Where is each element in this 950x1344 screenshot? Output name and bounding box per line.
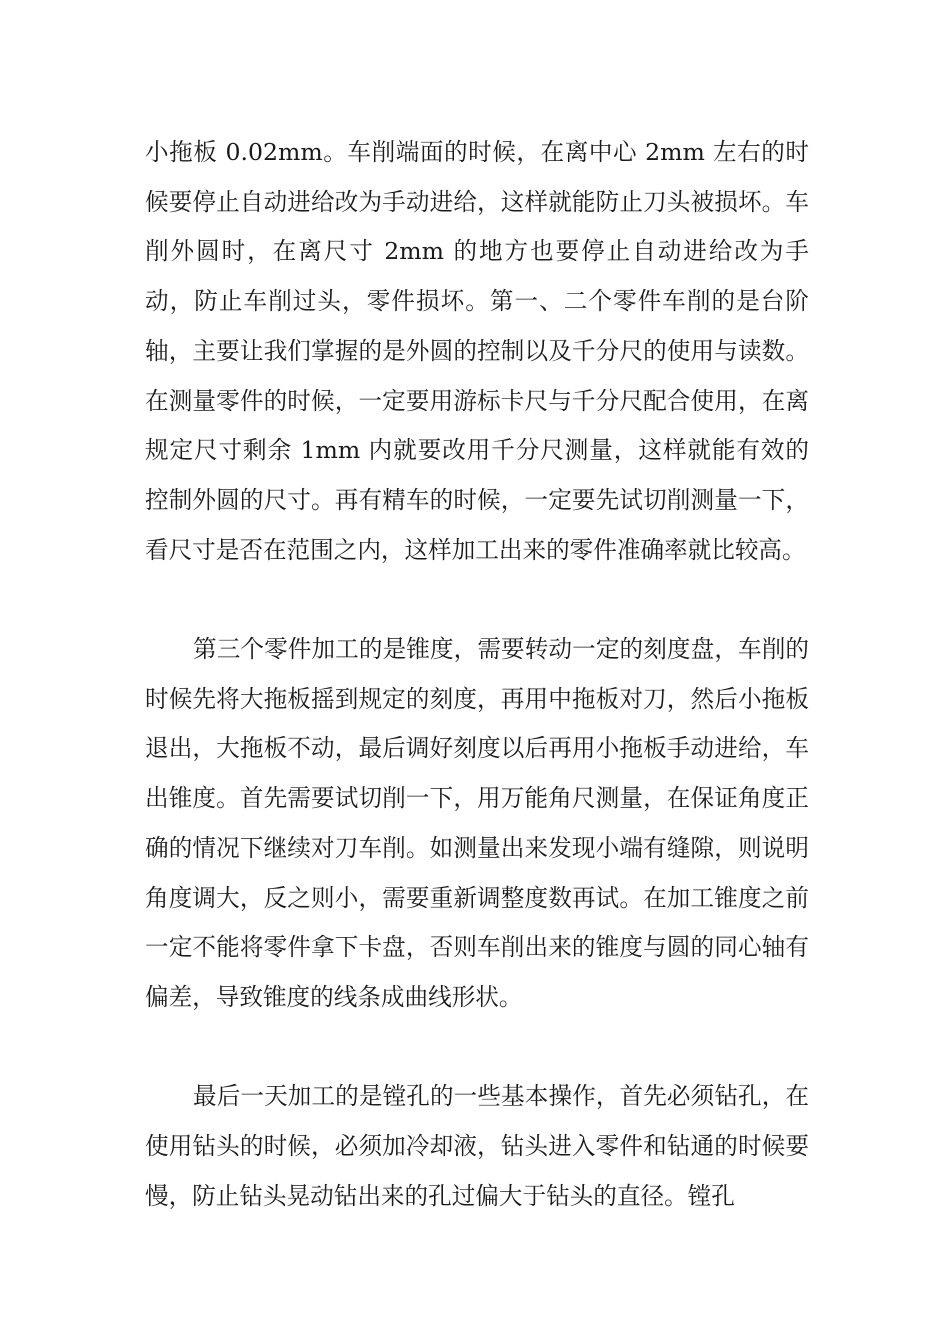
paragraph-3: 最后一天加工的是镗孔的一些基本操作，首先必须钻孔，在使用钻头的时候，必须加冷却液，钻头进入零件和钻通的时候要慢，防止钻头晃动钻出来的孔过偏大于钻头的直径。镗孔 (145, 1082, 809, 1210)
paragraph-2: 第三个零件加工的是锥度，需要转动一定的刻度盘，车削的时候先将大拖板摇到规定的刻度，再用中拖板对刀，然后小拖板退出，大拖板不动，最后调好刻度以后再用小拖板手动进给，车出锥度。首先需要试切削一下，用万能角尺测量，在保证角度正确的情况下继续对刀车削。如测量出来发现小端有缝隙，则说明角度调大，反之则小，需要重新调整度数再试。在加工锥度之前一定不能将零件拿下卡盘，否则车削出来的锥度与圆的同心轴有偏差，导致锥度的线条成曲线形状。 (145, 635, 809, 1011)
paragraph-1: 小拖板 0.02mm。车削端面的时候，在离中心 2mm 左右的时候要停止自动进给改为手动进给，这样就能防止刀头被损坏。车削外圆时，在离尺寸 2mm 的地方也要停止自动进给改为手动，防止车削过头，零件损坏。第一、二个零件车削的是台阶轴，主要让我们掌握的是外圆的控制以及千分尺的使用与读数。在测量零件的时候，一定要用游标卡尺与千分尺配合使用，在离规定尺寸剩余 1mm 内就要改用千分尺测量，这样就能有效的控制外圆的尺寸。再有精车的时候，一定要先试切削测量一下，看尺寸是否在范围之内，这样加工出来的零件准确率就比较高。 (145, 138, 809, 564)
document-body (145, 128, 809, 1221)
paragraph-spacer (145, 575, 809, 625)
paragraph-spacer (145, 1023, 809, 1073)
